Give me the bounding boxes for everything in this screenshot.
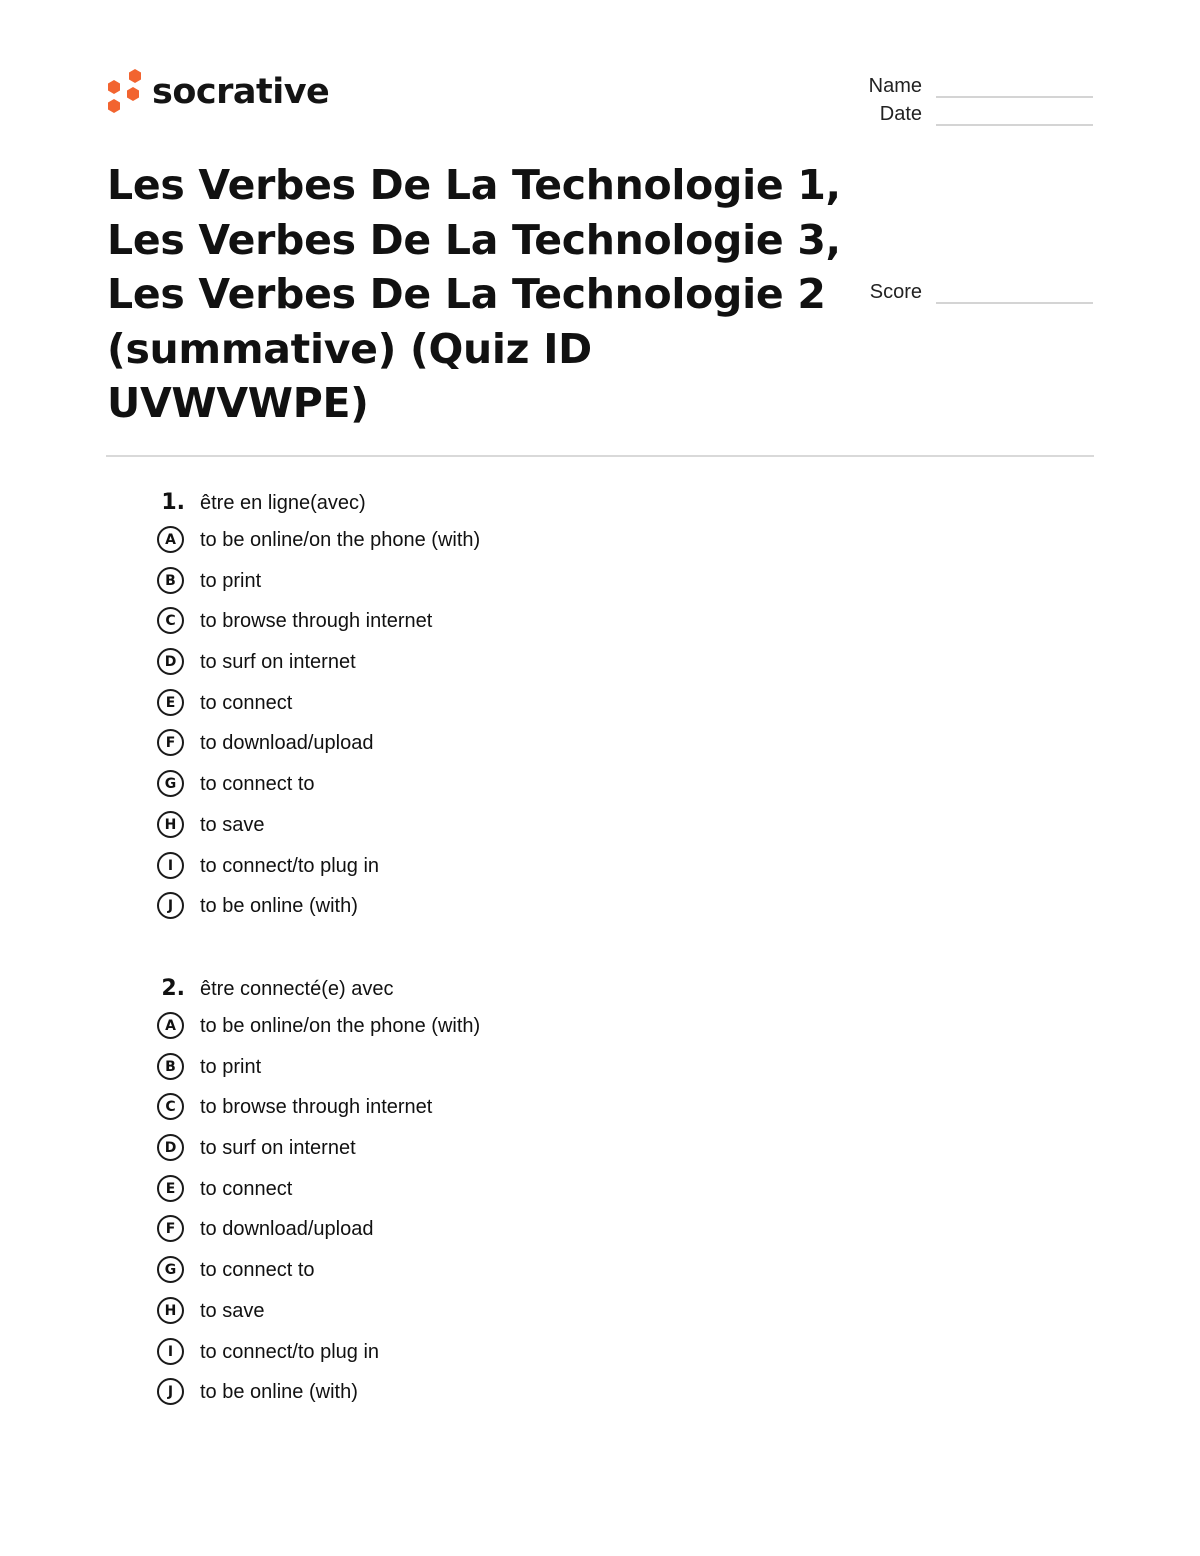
logo-hexagon-right <box>127 87 139 101</box>
answer-text: to save <box>200 1299 265 1322</box>
date-field <box>860 104 1093 124</box>
answer-text: to print <box>200 569 262 592</box>
answer-text: to be online/on the phone (with) <box>200 528 481 551</box>
answer-bubble[interactable]: H <box>157 1297 184 1324</box>
answer-option-g[interactable] <box>157 1254 757 1285</box>
answer-text: to surf on internet <box>200 650 356 673</box>
answer-bubble[interactable]: F <box>157 729 184 756</box>
logo-hexagon-top <box>129 69 141 83</box>
answer-text: to connect <box>200 1177 293 1200</box>
logo-hexagon-left <box>108 80 120 94</box>
answer-text: to connect to <box>200 1258 315 1281</box>
answer-bubble[interactable]: B <box>157 567 184 594</box>
score-label: Score <box>869 281 922 303</box>
question-text: être connecté(e) avec <box>200 978 394 1000</box>
quiz-title-line: Les Verbes De La Technologie 3, <box>107 215 841 264</box>
score-field <box>860 282 1093 302</box>
date-label: Date <box>879 103 922 125</box>
question-header <box>0 488 700 518</box>
header-divider <box>106 455 1094 457</box>
answer-option-d[interactable] <box>157 646 757 677</box>
answer-option-e[interactable] <box>157 1173 757 1204</box>
answer-option-c[interactable] <box>157 1091 757 1122</box>
answer-bubble[interactable]: I <box>157 1338 184 1365</box>
answer-bubble[interactable]: I <box>157 852 184 879</box>
question-number: 2. <box>161 976 185 1001</box>
quiz-title-line: Les Verbes De La Technologie 2 <box>107 270 826 318</box>
answer-option-c[interactable] <box>157 605 757 636</box>
answer-text: to connect/to plug in <box>200 854 380 877</box>
answer-bubble[interactable]: G <box>157 770 184 797</box>
quiz-title-line: (summative) (Quiz ID <box>107 324 592 373</box>
question-number: 1. <box>161 490 185 515</box>
answer-option-d[interactable] <box>157 1132 757 1163</box>
date-blank-line[interactable] <box>936 124 1093 126</box>
answer-text: to browse through internet <box>200 1095 433 1118</box>
answer-text: to be online (with) <box>200 894 358 917</box>
answer-text: to save <box>200 813 265 836</box>
answer-text: to be online (with) <box>200 1380 358 1403</box>
answer-option-b[interactable] <box>157 565 757 596</box>
question-text: être en ligne(avec) <box>200 492 366 514</box>
answer-text: to surf on internet <box>200 1136 356 1159</box>
answer-option-f[interactable] <box>157 727 757 758</box>
answer-bubble[interactable]: G <box>157 1256 184 1283</box>
answer-option-i[interactable] <box>157 1336 757 1367</box>
answer-bubble[interactable]: J <box>157 892 184 919</box>
answer-bubble[interactable]: H <box>157 811 184 838</box>
socrative-logo <box>106 68 329 116</box>
answer-text: to download/upload <box>200 731 374 754</box>
name-blank-line[interactable] <box>936 96 1093 98</box>
answer-bubble[interactable]: C <box>157 607 184 634</box>
answer-text: to connect to <box>200 772 315 795</box>
answer-text: to download/upload <box>200 1217 374 1240</box>
answer-text: to connect/to plug in <box>200 1340 380 1363</box>
socrative-hexagon-logo-icon <box>106 68 142 116</box>
answer-option-a[interactable] <box>157 1010 757 1041</box>
logo-hexagon-bottom <box>108 99 120 113</box>
answer-bubble[interactable]: J <box>157 1378 184 1405</box>
answer-text: to be online/on the phone (with) <box>200 1014 481 1037</box>
answer-bubble[interactable]: D <box>157 648 184 675</box>
answer-bubble[interactable]: C <box>157 1093 184 1120</box>
answer-option-b[interactable] <box>157 1051 757 1082</box>
score-blank-line[interactable] <box>936 302 1093 304</box>
answer-option-a[interactable] <box>157 524 757 555</box>
answer-bubble[interactable]: A <box>157 526 184 553</box>
answer-bubble[interactable]: E <box>157 689 184 716</box>
answer-option-h[interactable] <box>157 1295 757 1326</box>
answer-bubble[interactable]: A <box>157 1012 184 1039</box>
answer-bubble[interactable]: D <box>157 1134 184 1161</box>
answer-text: to connect <box>200 691 293 714</box>
brand-name: socrative <box>152 71 330 112</box>
answer-option-j[interactable] <box>157 1376 757 1407</box>
answer-option-g[interactable] <box>157 768 757 799</box>
name-field <box>860 76 1093 96</box>
answer-text: to browse through internet <box>200 609 433 632</box>
answer-option-i[interactable] <box>157 850 757 881</box>
answer-text: to print <box>200 1055 262 1078</box>
answer-bubble[interactable]: B <box>157 1053 184 1080</box>
answer-option-f[interactable] <box>157 1213 757 1244</box>
answer-bubble[interactable]: F <box>157 1215 184 1242</box>
quiz-title-line: Les Verbes De La Technologie 1, <box>107 161 841 209</box>
quiz-title <box>107 158 847 431</box>
answer-option-j[interactable] <box>157 890 757 921</box>
name-label: Name <box>868 75 922 97</box>
answer-option-e[interactable] <box>157 687 757 718</box>
answer-bubble[interactable]: E <box>157 1175 184 1202</box>
question-header <box>0 974 700 1004</box>
quiz-title-line: UVWVWPE) <box>107 379 369 427</box>
answer-option-h[interactable] <box>157 809 757 840</box>
